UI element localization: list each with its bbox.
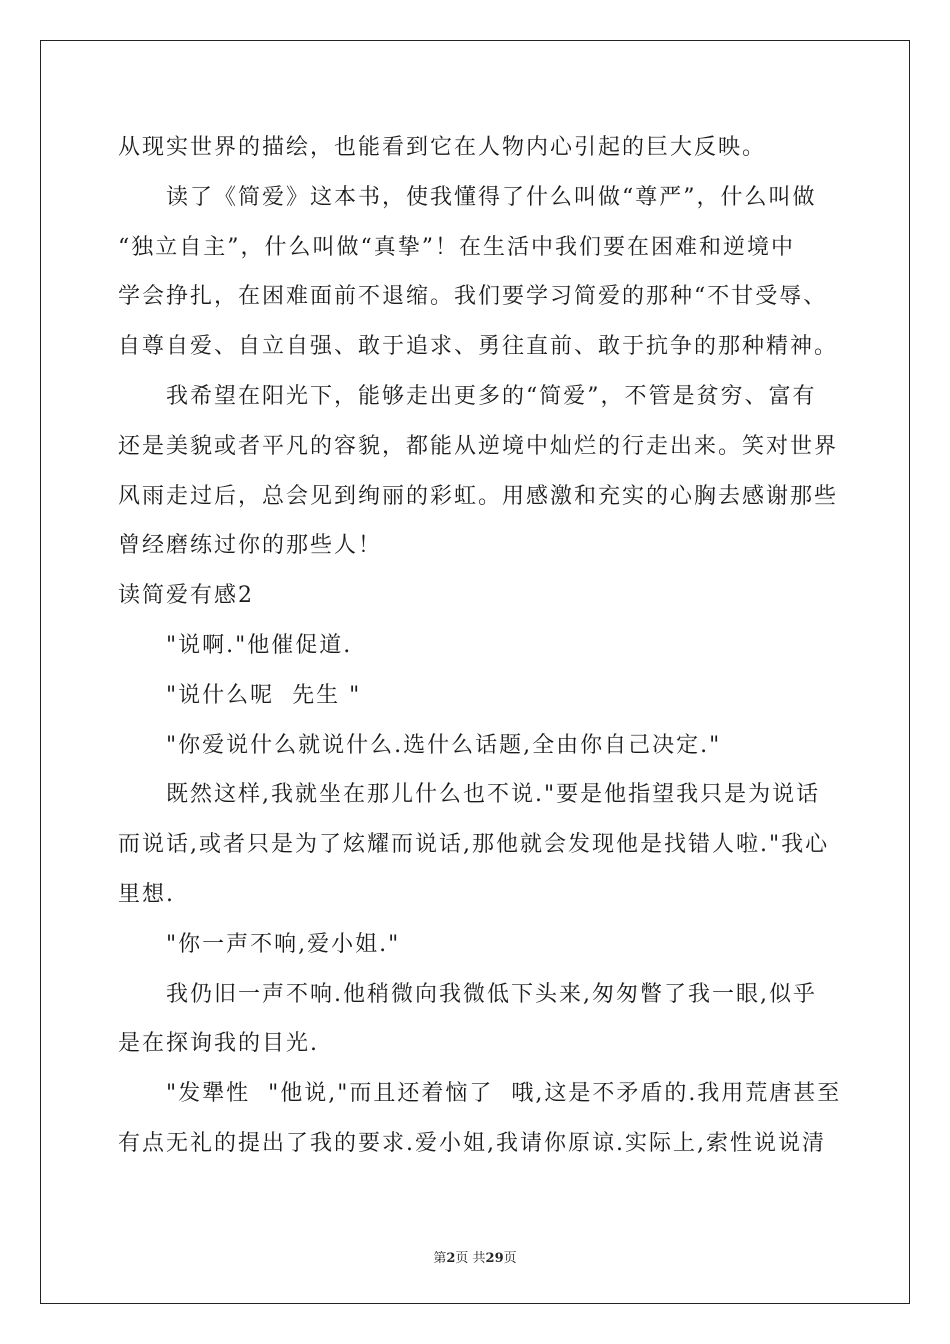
footer-suffix: 页 (503, 1251, 517, 1266)
text-line: 学会挣扎，在困难面前不退缩。我们要学习简爱的那种“不甘受辱、 (118, 284, 828, 310)
text-line: "你一声不响,爱小姐." (166, 931, 401, 957)
document-body (118, 128, 842, 1174)
section-heading: 读简爱有感2 (118, 583, 254, 609)
text-line: 既然这样,我就坐在那儿什么也不说."要是他指望我只是为说话 (166, 782, 821, 808)
text-line: 是在探询我的目光. (118, 1031, 319, 1057)
page-footer (0, 1247, 950, 1266)
text-line: 曾经磨练过你的那些人！ (118, 533, 383, 559)
text-line: 我希望在阳光下，能够走出更多的“简爱”，不管是贫穷、富有 (166, 383, 817, 409)
text-line: 从现实世界的描绘，也能看到它在人物内心引起的巨大反映。 (118, 135, 767, 160)
text-line: "说什么呢 先生 " (166, 682, 362, 708)
text-line: 还是美貌或者平凡的容貌，都能从逆境中灿烂的行走出来。笑对世界 (118, 433, 839, 459)
text-line: “独立自主”，什么叫做“真挚”！在生活中我们要在困难和逆境中 (118, 234, 795, 260)
current-page-number: 2 (446, 1251, 456, 1266)
text-line: "说啊."他催促道. (166, 632, 353, 658)
text-line: 自尊自爱、自立自强、敢于追求、勇往直前、敢于抗争的那种精神。 (118, 334, 839, 360)
text-line: 我仍旧一声不响.他稍微向我微低下头来,匆匆瞥了我一眼,似乎 (166, 981, 817, 1007)
text-line: 读了《简爱》这本书，使我懂得了什么叫做“尊严”，什么叫做 (166, 184, 817, 210)
footer-mid: 页 共 (455, 1251, 486, 1266)
text-line: 有点无礼的提出了我的要求.爱小姐,我请你原谅.实际上,索性说说清 (118, 1130, 826, 1156)
total-page-count: 29 (485, 1251, 504, 1266)
text-line: "发犟性 "他说,"而且还着恼了 哦,这是不矛盾的.我用荒唐甚至 (166, 1081, 842, 1107)
text-line: 而说话,或者只是为了炫耀而说话,那他就会发现他是找错人啦."我心 (118, 832, 830, 858)
text-line: "你爱说什么就说什么.选什么话题,全由你自己决定." (166, 732, 722, 758)
text-line: 里想. (118, 881, 175, 907)
text-line: 风雨走过后，总会见到绚丽的彩虹。用感激和充实的心胸去感谢那些 (118, 483, 839, 509)
footer-prefix: 第 (433, 1251, 447, 1266)
